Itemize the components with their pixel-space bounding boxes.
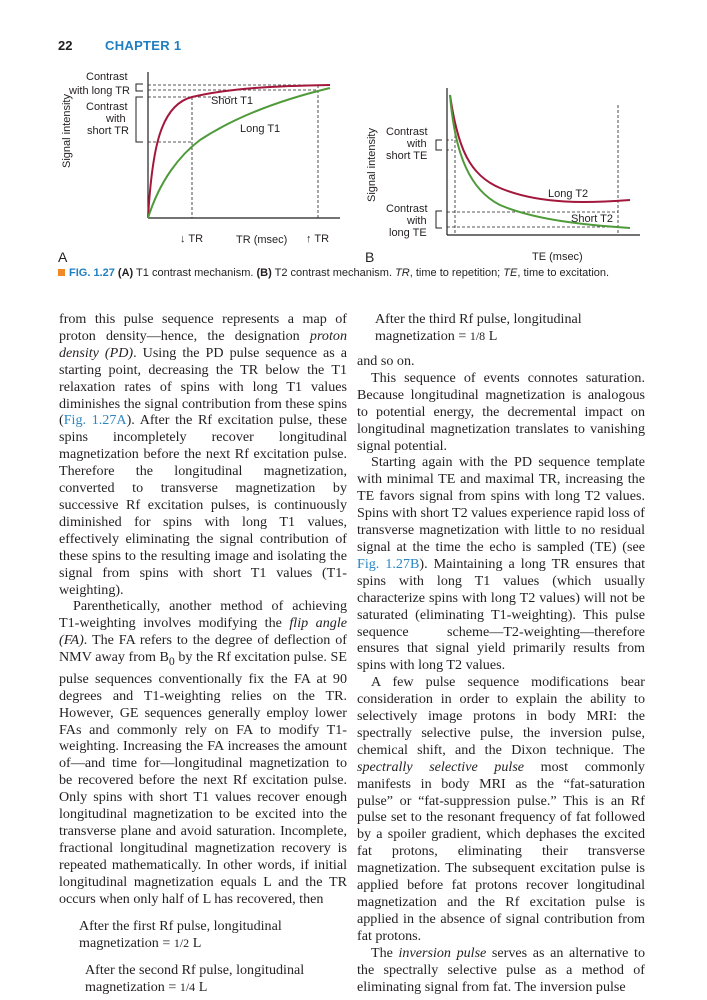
term-spectrally-selective-pulse: spectrally selective pulse: [357, 758, 525, 775]
text-run: Parenthetically, another method of achieving T1-weighting involves modifying the: [59, 598, 347, 632]
text-run: ). After the Rf excitation pulse, these spins incompletely recover longitudinal magnetization before the next Rf excitation pulse. Therefore the longitudinal magnetization, converted to transverse magnetization by successive Rf excitation pulses, is continuously diminished for spins with long T1 values, effectively eliminating the signal contribution of these spins to the resulting image and isolating the signal from spins with short T1 values (T1-weighting).: [59, 412, 347, 598]
panel-b-ylabel: Signal intensity: [366, 128, 378, 202]
right-paragraph-5: [357, 674, 645, 945]
text-run: . The FA refers to the degree of deflection of NMV away from B: [59, 632, 347, 666]
contrast-short-te-l2: with: [407, 138, 427, 150]
term-inversion-pulse: inversion pulse: [398, 944, 487, 961]
text-run: After the first Rf pulse, longitudinal: [79, 917, 282, 934]
bracket-long-te: [436, 211, 442, 228]
figure-1-27: [0, 0, 707, 290]
contrast-short-tr-l2: with: [106, 113, 126, 125]
text-run: magnetization =: [375, 328, 470, 344]
text-run: magnetization =: [85, 978, 180, 995]
equation-1: [79, 918, 347, 952]
text-run: serves as an alternative to the spectrally selective pulse as a method of eliminating signal from fat. The inversion pulse: [357, 944, 645, 995]
contrast-long-te-l2: with: [407, 215, 427, 227]
contrast-short-tr-l1: Contrast: [86, 101, 128, 113]
short-t1-label: Short T1: [211, 95, 253, 107]
long-t2-label: Long T2: [548, 188, 589, 200]
panel-a-ylabel: Signal intensity: [61, 94, 73, 168]
caption-a-text: T1 contrast mechanism.: [133, 267, 257, 279]
figure-reference-link[interactable]: Fig. 1.27B: [357, 555, 420, 572]
caption-te-abbr: TE: [503, 267, 518, 279]
right-paragraph-4: [357, 454, 645, 674]
text-run: L: [485, 328, 498, 344]
panel-b-letter: B: [365, 249, 375, 265]
text-run: Starting again with the PD sequence template with minimal TE and maximal TR, increasing the TE favors signal from spins with long T2 values. Spins with short T2 values experience rapid loss of transverse magnetization with little to no residual signal at the time the echo is sampled (TE) (see: [357, 454, 645, 555]
contrast-short-te-l1: Contrast: [386, 126, 428, 138]
long-t1-label: Long T1: [240, 123, 281, 135]
text-run: After the third Rf pulse, longitudinal: [375, 311, 582, 327]
left-paragraph-1: [59, 311, 347, 598]
text-run: A few pulse sequence modifications bear consideration in order to explain the ability to selectively image protons in body MRI: the spectrally selective pulse, the inversion pulse, chemical shift, and the Dixon technique. The: [357, 674, 645, 758]
text-run: The: [371, 944, 399, 961]
text-run: L: [189, 934, 202, 951]
contrast-long-te-l1: Contrast: [386, 203, 428, 215]
figure-reference-link[interactable]: Fig. 1.27A: [63, 412, 127, 429]
right-paragraph-6: [357, 945, 645, 996]
caption-label: FIG. 1.27: [69, 267, 115, 279]
chapter-heading: CHAPTER 1: [105, 38, 182, 53]
text-run: . Using the PD pulse sequence as a starting point, decreasing the TR below the T1 relaxation rates of spins with long T1 values diminishes the signal contribution from these spins (: [59, 344, 347, 429]
left-paragraph-2: [59, 598, 347, 907]
fraction: 1/8: [469, 329, 486, 343]
text-run: After the second Rf pulse, longitudinal: [85, 961, 305, 978]
text-run: from this pulse sequence represents a map of proton density—hence, the designation: [59, 311, 347, 344]
page-number: 22: [58, 38, 73, 53]
long-tr-label: ↑ TR: [306, 233, 330, 245]
short-t2-curve: [450, 95, 630, 228]
equation-2: [85, 962, 347, 996]
subscript: 0: [168, 654, 175, 668]
equation-3: [375, 311, 645, 345]
short-t2-label: Short T2: [571, 213, 613, 225]
bracket-long-tr: [136, 84, 143, 91]
panel-a: [58, 71, 340, 265]
caption-te-def: , time to excitation.: [517, 267, 610, 279]
contrast-short-te-l3: short TE: [386, 150, 428, 162]
panel-b: [365, 88, 640, 265]
panel-a-xlabel: TR (msec): [236, 234, 288, 246]
contrast-long-te-l3: long TE: [389, 227, 427, 239]
contrast-long-tr-l2: with long TR: [69, 85, 130, 97]
fraction: 1/2: [173, 935, 190, 950]
bracket-short-te: [436, 140, 442, 150]
right-column: [357, 311, 645, 995]
short-tr-label: ↓ TR: [180, 233, 204, 245]
contrast-long-tr-l1: Contrast: [86, 71, 128, 83]
text-run: magnetization =: [79, 934, 174, 951]
term-proton-density: proton density (PD): [59, 327, 347, 361]
right-paragraph-3: This sequence of events connotes saturation. Because longitudinal magnetization is analogous to potential energy, the decremental impact on longitudinal magnetization translates to vanishing signal potential.: [357, 369, 645, 454]
text-run: ). Maintaining a long TR ensures that spins with long T1 values (which usually characterize spins with long T2 values) will not be saturated (eliminating T1-weighting). This pulse sequence scheme—T2-weighting—therefore ensures that signal yield primarily results from spins with long T2 values.: [357, 555, 646, 674]
caption-square-icon: [58, 269, 65, 276]
panel-a-letter: A: [58, 249, 68, 265]
figure-caption: [58, 267, 658, 280]
bracket-short-tr: [136, 97, 143, 142]
term-flip-angle: flip angle (FA): [59, 615, 347, 649]
contrast-short-tr-l3: short TR: [87, 125, 129, 137]
left-column: [59, 311, 347, 996]
caption-a-tag: (A): [117, 267, 134, 279]
caption-b-text: T2 contrast mechanism.: [271, 267, 396, 279]
text-run: most commonly manifests in body MRI as the “fat-saturation pulse” or “fat-suppression pulse.” This is an Rf pulse set to the resonant frequency of fat followed by a spoiler gradient, which dephases the excited fat protons, eliminating their transverse magnetization. The subsequent excitation pulse is applied before fat protons recover longitudinal magnetization and the Rf excitation pulse is applied in the absence of signal contribution from fat protons.: [357, 758, 645, 944]
panel-b-xlabel: TE (msec): [532, 251, 583, 263]
caption-b-tag: (B): [256, 267, 272, 279]
caption-tr-def: , time to repetition;: [409, 267, 504, 279]
and-so-on: and so on.: [357, 353, 415, 369]
figure-svg: [0, 0, 707, 290]
caption-tr-abbr: TR: [395, 267, 410, 279]
text-run: by the Rf excitation pulse. SE pulse sequences conventionally fix the FA at 90 degrees and T1-weighting relies on the TR. However, GE sequences generally employ lower FAs and commonly rely on FA to modify T1-weighting. Increasing the FA increases the amount of—and time for—longitudinal magnetization to be recovered before the next Rf excitation pulse. Only spins with short T1 values recover enough longitudinal magnetization to be excited into the transverse plane and avoid saturation. Incomplete, fractional longitudinal magnetization recovery is repeated mathematically. In other words, if initial longitudinal magnetization equals L and the TR occurs when only half of L has recovered, then: [59, 649, 347, 907]
fraction: 1/4: [179, 979, 196, 994]
text-run: L: [195, 978, 208, 995]
